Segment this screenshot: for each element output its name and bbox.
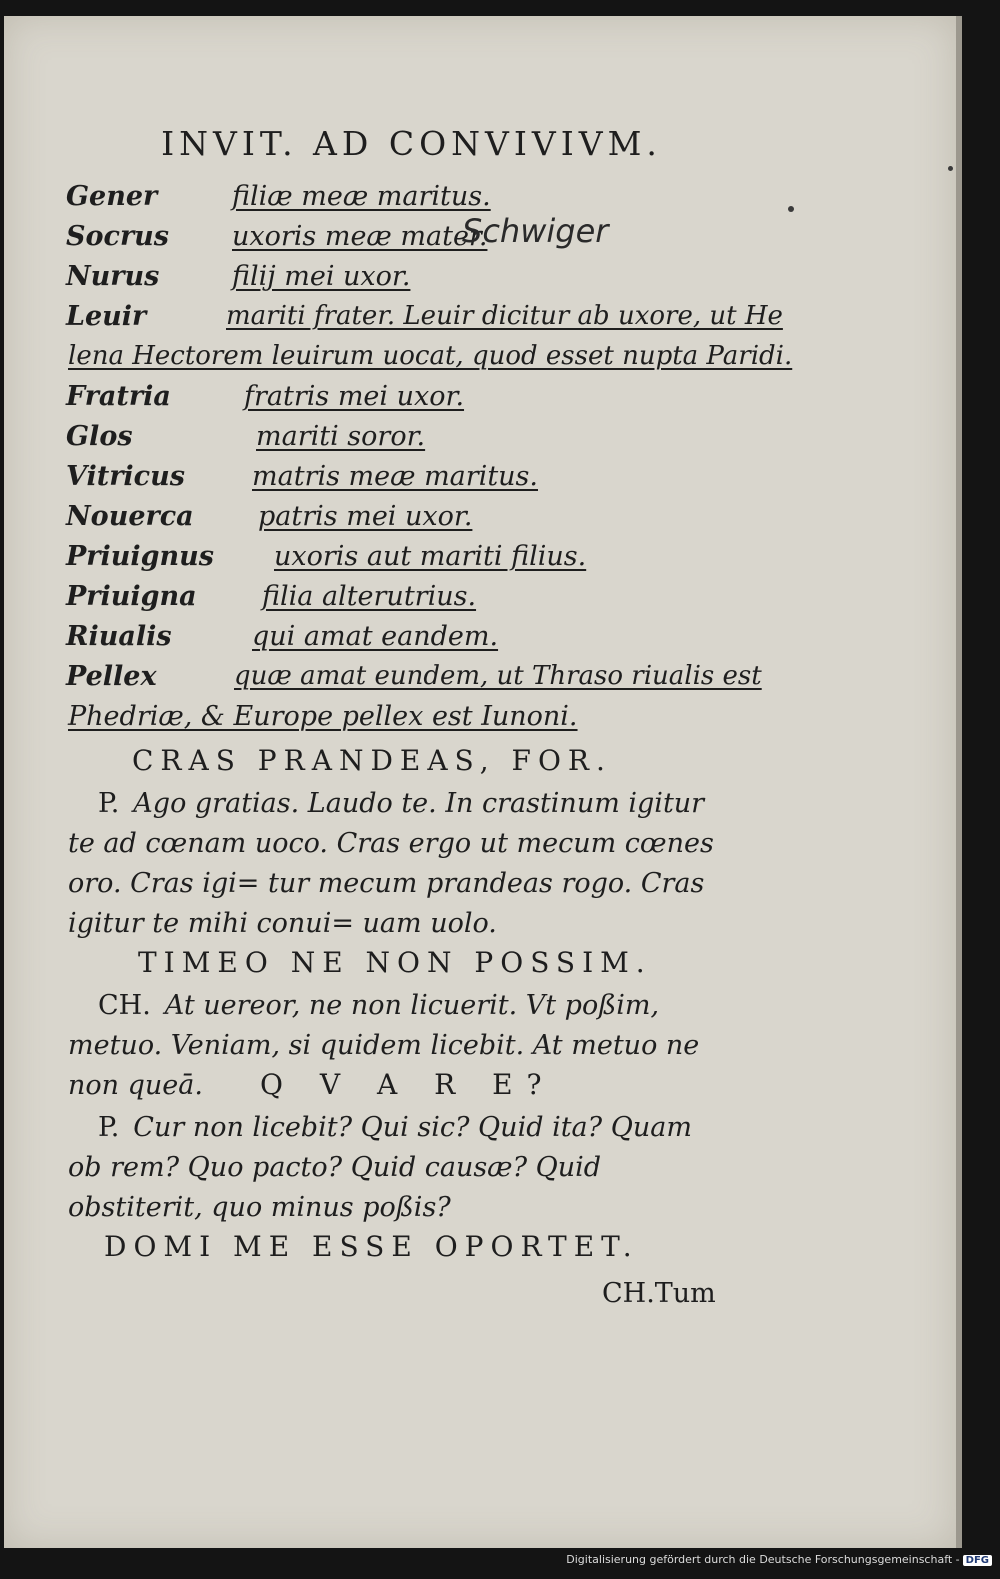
speaker-label: P.	[98, 788, 120, 819]
paragraph-text: Cur non licebit? Qui sic? Quid ita? Quam ob rem? Quo pacto? Quid causæ? Quid obstiterit, quo minus poßis?	[68, 1112, 692, 1223]
section-paragraph	[68, 784, 728, 944]
speaker-label: CH.	[98, 990, 151, 1021]
glossary-definition-continued: Phedriæ, & Europe pellex est Iunoni.	[68, 701, 578, 732]
glossary-term: Nurus	[66, 261, 160, 292]
glossary-definition: fratris mei uxor.	[244, 381, 465, 412]
paragraph-text: At uereor, ne non licuerit. Vt poßim, metuo. Veniam, si quidem licebit. At metuo ne non queā.	[68, 990, 700, 1101]
glossary-term: Gener	[66, 181, 158, 212]
glossary-definition: filij mei uxor.	[232, 261, 411, 292]
running-header: INVIT. AD CONVIVIVM.	[161, 124, 662, 163]
section-heading: DOMI ME ESSE OPORTET.	[104, 1230, 639, 1263]
glossary-term: Priuigna	[66, 581, 197, 612]
glossary-term: Riualis	[66, 621, 172, 652]
glossary-term: Priuignus	[66, 541, 215, 572]
catchword: CH.Tum	[602, 1278, 716, 1309]
glossary-definition: quæ amat eundem, ut Thraso riualis est	[234, 661, 762, 691]
handwritten-margin-note: Schwiger	[462, 212, 609, 250]
glossary-term: Socrus	[66, 221, 170, 252]
paper-speck	[788, 206, 794, 212]
dfg-logo: DFG	[963, 1555, 992, 1566]
glossary-definition: qui amat eandem.	[252, 621, 499, 652]
glossary-definition: mariti soror.	[256, 421, 426, 452]
section-paragraph	[68, 1108, 728, 1228]
section-heading: TIMEO NE NON POSSIM.	[138, 946, 652, 979]
digitization-credit	[566, 1553, 992, 1566]
glossary-term: Fratria	[66, 381, 171, 412]
section-heading: CRAS PRANDEAS, FOR.	[132, 744, 612, 777]
glossary-definition: uxoris aut mariti filius.	[274, 541, 587, 572]
glossary-term: Nouerca	[66, 501, 194, 532]
glossary-definition: mariti frater. Leuir dicitur ab uxore, ut He	[226, 301, 783, 331]
section-heading: Q V A R E?	[260, 1068, 556, 1101]
glossary-term: Vitricus	[66, 461, 185, 492]
glossary-term: Leuir	[66, 301, 147, 332]
glossary-definition-continued: lena Hectorem leuirum uocat, quod esset nupta Paridi.	[68, 341, 793, 371]
glossary-definition: matris meæ maritus.	[252, 461, 538, 492]
glossary-definition: patris mei uxor.	[258, 501, 473, 532]
glossary-term: Pellex	[66, 661, 157, 692]
credit-text: Digitalisierung gefördert durch die Deutsche Forschungsgemeinschaft -	[566, 1553, 960, 1566]
paper-speck	[948, 166, 953, 171]
glossary-definition: filiæ meæ maritus.	[232, 181, 491, 212]
paragraph-text: Ago gratias. Laudo te. In crastinum igitur te ad cœnam uoco. Cras ergo ut mecum cœnes oro. Cras igi= tur mecum prandeas rogo. Cras igitur te mihi conui= uam uolo.	[68, 788, 714, 939]
glossary-definition: uxoris meæ mater.	[232, 221, 488, 252]
speaker-label: P.	[98, 1112, 120, 1143]
glossary-term: Glos	[66, 421, 133, 452]
glossary-definition: filia alterutrius.	[262, 581, 477, 612]
book-page	[4, 16, 962, 1548]
